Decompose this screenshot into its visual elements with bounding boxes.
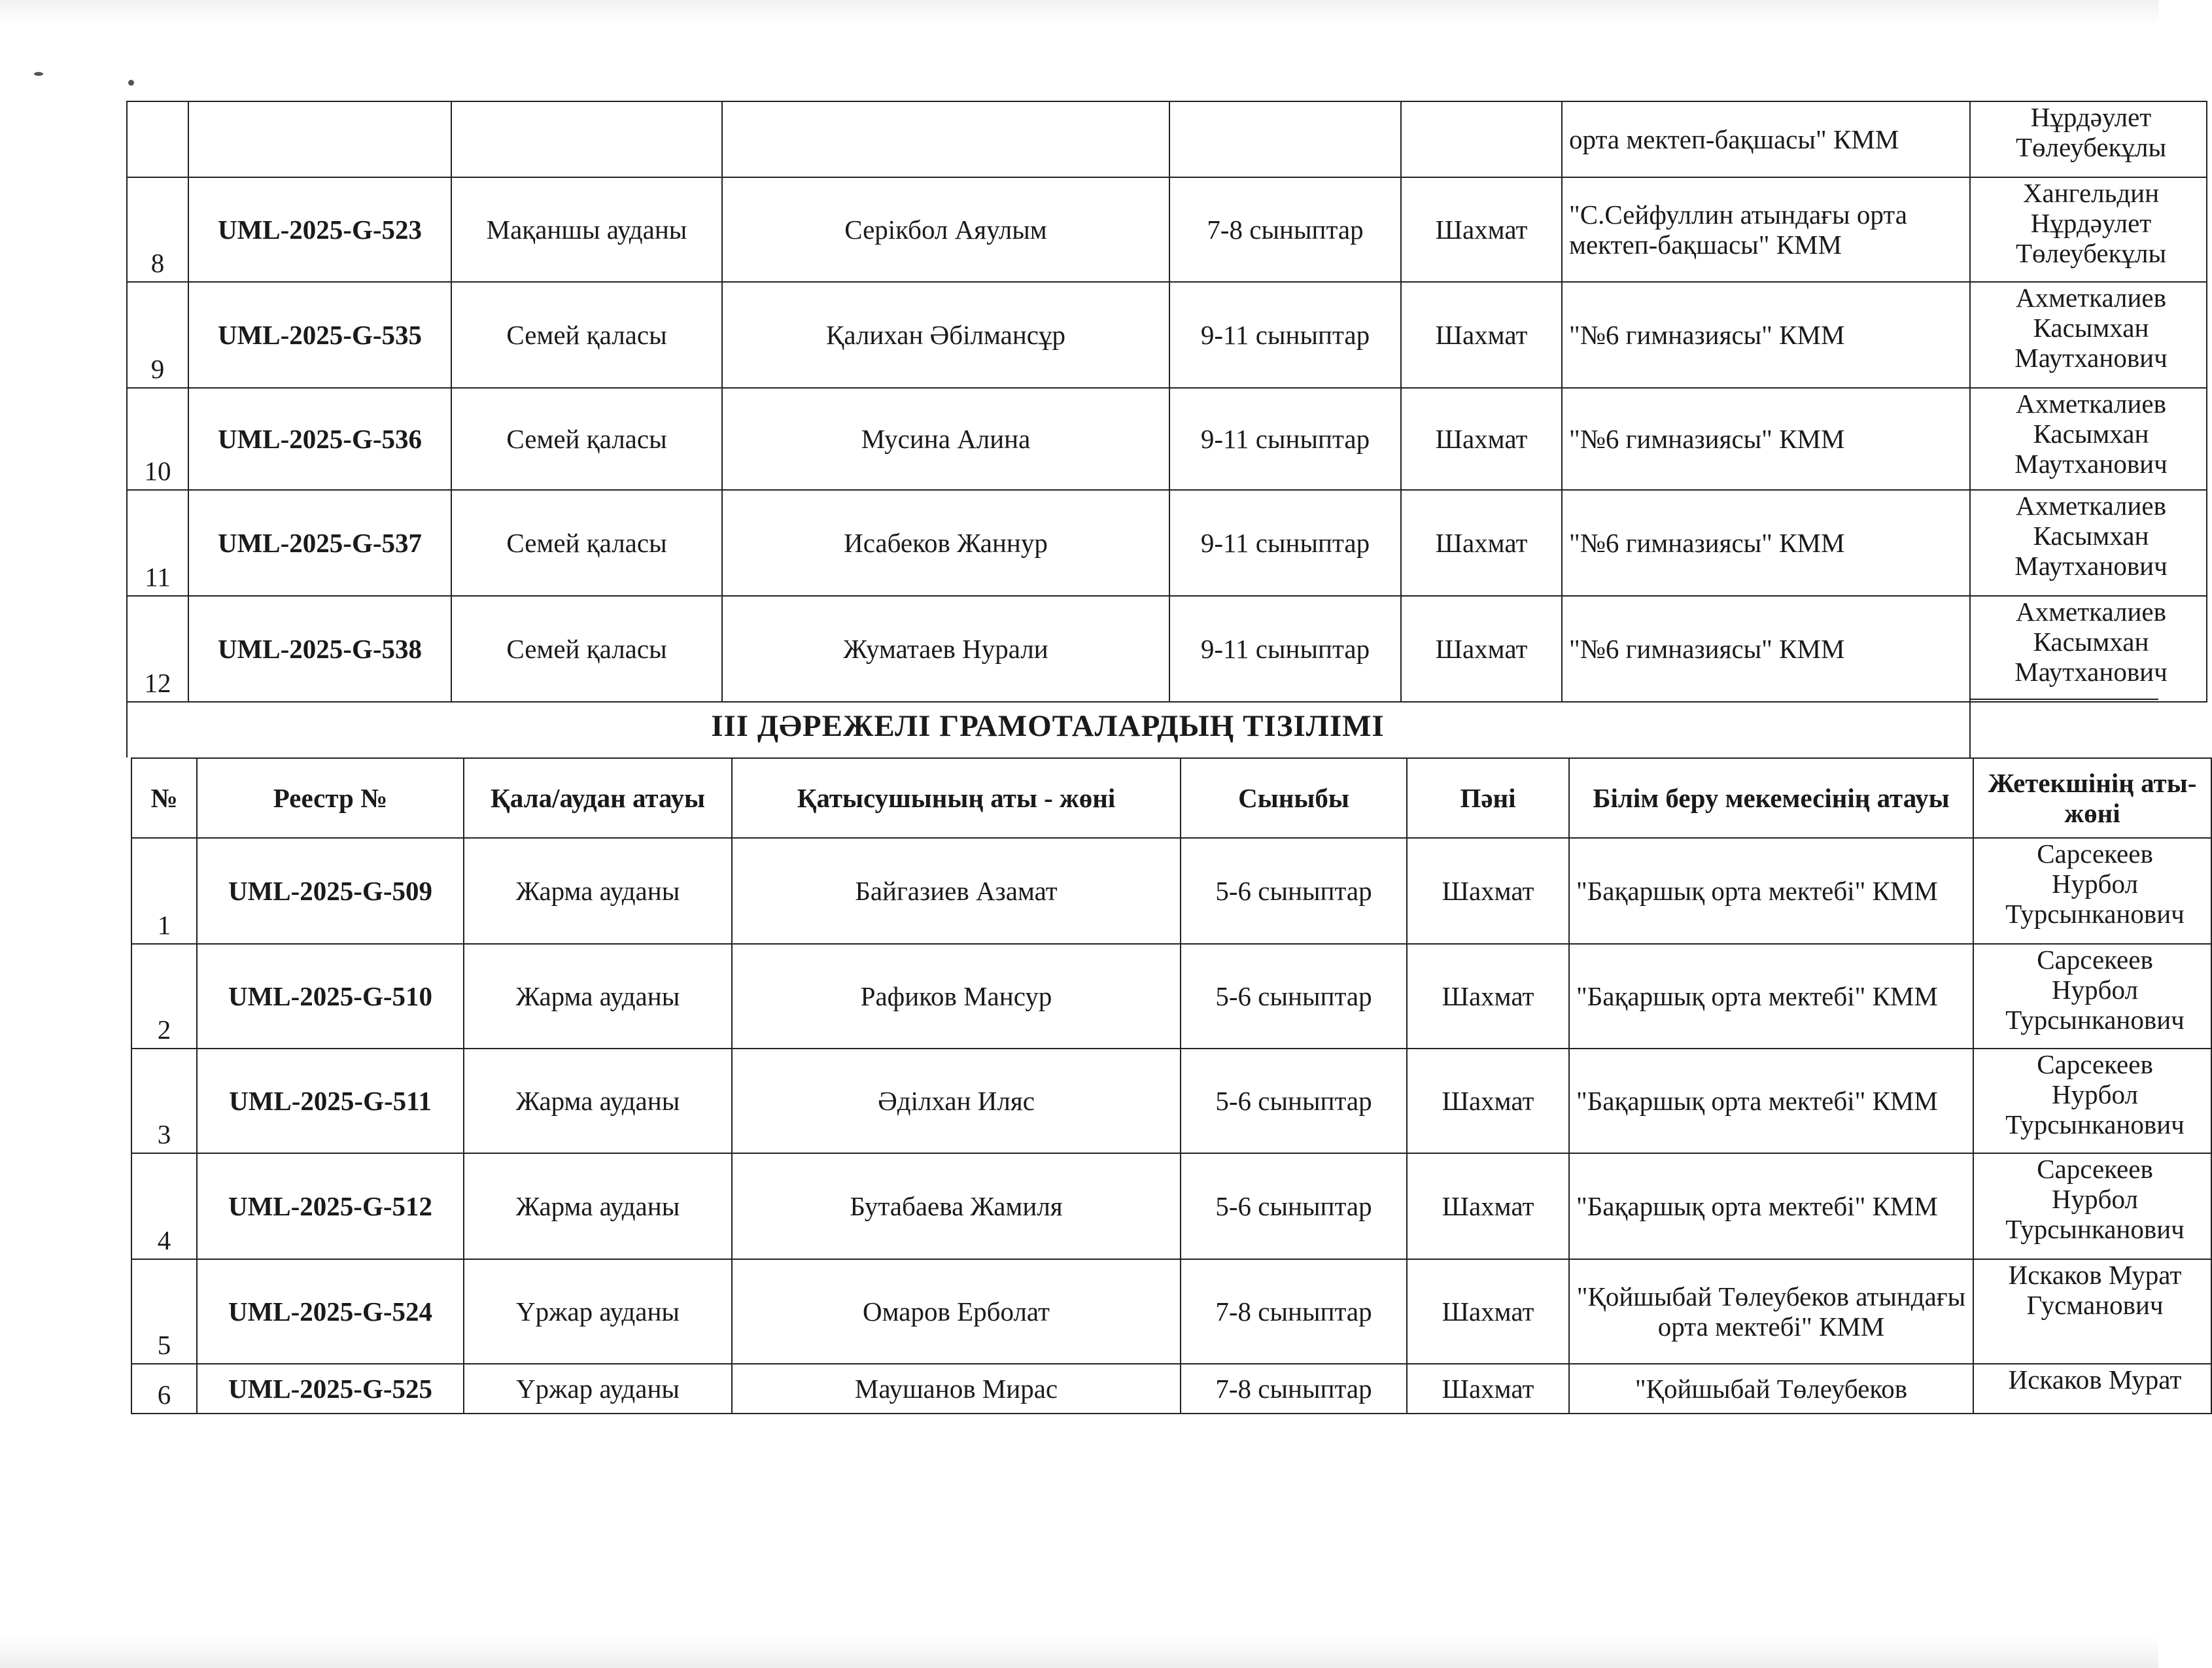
institution-name: "№6 гимназиясы" КММ [1562, 490, 1970, 596]
table-row [131, 838, 2211, 944]
table-row [127, 596, 2207, 702]
leader-name-line: Турсынканович [2005, 899, 2185, 929]
registry-number: UML-2025-G-537 [188, 490, 451, 596]
table-row [131, 1153, 2211, 1259]
row-number: 12 [127, 596, 188, 702]
row-number: 2 [131, 944, 197, 1049]
registry-number: UML-2025-G-511 [197, 1049, 464, 1153]
leader-name-line: Маутханович [2014, 551, 2168, 581]
grade-level: 9-11 сыныптар [1169, 596, 1401, 702]
table-row [127, 177, 2207, 282]
leader-name-line: Ахметкалиев [2016, 491, 2166, 521]
leader-name-line: Касымхан [2033, 521, 2149, 551]
leader-name-line: Турсынканович [2005, 1005, 2185, 1035]
leader-name-line: Гусманович [2026, 1290, 2164, 1320]
table-row [131, 1049, 2211, 1153]
institution-name: "№6 гимназиясы" КММ [1562, 596, 1970, 702]
header-subject: Пәні [1407, 758, 1569, 838]
leader-name [1970, 596, 2207, 702]
leader-name-line: Турсынканович [2005, 1214, 2185, 1244]
leader-name-line: Маутханович [2014, 449, 2168, 479]
row-number: 11 [127, 490, 188, 596]
registry-number: UML-2025-G-509 [197, 838, 464, 944]
registry-number: UML-2025-G-512 [197, 1153, 464, 1259]
leader-name-line: Искаков Мурат [2008, 1364, 2182, 1395]
header-participant: Қатысушының аты - жөні [732, 758, 1181, 838]
grade-level: 9-11 сыныптар [1169, 282, 1401, 388]
registry-number: UML-2025-G-523 [188, 177, 451, 282]
participant-name: Әділхан Иляс [732, 1049, 1181, 1153]
leader-name-line: Ахметкалиев [2016, 597, 2166, 627]
leader-name [1973, 1259, 2211, 1364]
subject-name: Шахмат [1401, 177, 1562, 282]
grade-level: 9-11 сыныптар [1169, 490, 1401, 596]
district-name: Мақаншы ауданы [451, 177, 722, 282]
scan-speck [128, 80, 134, 86]
header-grade: Сыныбы [1181, 758, 1407, 838]
institution-name: "№6 гимназиясы" КММ [1562, 282, 1970, 388]
header-leader: Жетекшінің аты-жөні [1973, 758, 2211, 838]
leader-name [1970, 177, 2207, 282]
leader-name-line: Төлеубекұлы [2015, 238, 2167, 268]
institution-name: "Бақаршық орта мектебі" КММ [1569, 1153, 1973, 1259]
institution-name: "№6 гимназиясы" КММ [1562, 388, 1970, 490]
grade-level: 7-8 сыныптар [1181, 1364, 1407, 1414]
leader-name [1973, 838, 2211, 944]
table-row [127, 490, 2207, 596]
leader-name-line: Маутханович [2014, 657, 2168, 687]
leader-name-line: Ахметкалиев [2016, 283, 2166, 313]
participant-name: Рафиков Мансур [732, 944, 1181, 1049]
row-number: 6 [131, 1364, 197, 1414]
header-registry: Реестр № [197, 758, 464, 838]
table-row [127, 101, 2207, 177]
district-name: Жарма ауданы [464, 944, 732, 1049]
table-row [131, 1259, 2211, 1364]
institution-name: "Бақаршық орта мектебі" КММ [1569, 838, 1973, 944]
participant-name: Серікбол Аяулым [722, 177, 1169, 282]
leader-name-line: Нурбол [2052, 869, 2138, 899]
leader-name-line: Сарсекеев [2037, 945, 2153, 975]
grade-level: 5-6 сыныптар [1181, 1049, 1407, 1153]
district-name: Үржар ауданы [464, 1364, 732, 1414]
subject-name: Шахмат [1407, 944, 1569, 1049]
row-number: 10 [127, 388, 188, 490]
section-border-top [1969, 699, 2158, 700]
participant-name: Жуматаев Нурали [722, 596, 1169, 702]
leader-name [1970, 490, 2207, 596]
participant-name: Исабеков Жаннур [722, 490, 1169, 596]
leader-name [1973, 1364, 2211, 1414]
header-row [131, 758, 2211, 838]
district-name: Семей қаласы [451, 490, 722, 596]
participant-name: Қалихан Әбілмансұр [722, 282, 1169, 388]
district-name [451, 101, 722, 177]
subject-name: Шахмат [1401, 388, 1562, 490]
header-num: № [131, 758, 197, 838]
grade-level: 5-6 сыныптар [1181, 944, 1407, 1049]
row-number: 9 [127, 282, 188, 388]
leader-name [1973, 1153, 2211, 1259]
district-name: Семей қаласы [451, 388, 722, 490]
registry-number: UML-2025-G-524 [197, 1259, 464, 1364]
leader-name-line: Турсынканович [2005, 1109, 2185, 1139]
table-row [131, 944, 2211, 1049]
subject-name: Шахмат [1401, 596, 1562, 702]
table-body [131, 838, 2211, 1414]
institution-name: орта мектеп-бақшасы" КММ [1562, 101, 1970, 177]
registry-number [188, 101, 451, 177]
subject-name: Шахмат [1407, 1364, 1569, 1414]
table-body [127, 101, 2207, 702]
registry-table-third-degree [131, 757, 2212, 1414]
subject-name: Шахмат [1407, 838, 1569, 944]
district-name: Үржар ауданы [464, 1259, 732, 1364]
section-title: III ДӘРЕЖЕЛІ ГРАМОТАЛАРДЫҢ ТІЗІЛІМІ [711, 709, 1385, 743]
institution-name: "Бақаршық орта мектебі" КММ [1569, 944, 1973, 1049]
leader-name [1973, 1049, 2211, 1153]
leader-name-line: Касымхан [2033, 313, 2149, 343]
registry-number: UML-2025-G-525 [197, 1364, 464, 1414]
registry-number: UML-2025-G-538 [188, 596, 451, 702]
district-name: Семей қаласы [451, 282, 722, 388]
grade-level: 9-11 сыныптар [1169, 388, 1401, 490]
leader-name-line: Касымхан [2033, 627, 2149, 657]
district-name: Семей қаласы [451, 596, 722, 702]
participant-name: Омаров Ерболат [732, 1259, 1181, 1364]
grade-level: 7-8 сыныптар [1169, 177, 1401, 282]
grade-level [1169, 101, 1401, 177]
leader-name-line: Сарсекеев [2037, 1049, 2153, 1079]
leader-name-line: Нурбол [2052, 1184, 2138, 1214]
leader-name-line: Нұрдәулет [2030, 102, 2152, 132]
scan-top-shadow [0, 0, 2158, 25]
participant-name [722, 101, 1169, 177]
leader-name [1973, 944, 2211, 1049]
institution-name: "Бақаршық орта мектебі" КММ [1569, 1049, 1973, 1153]
grade-level: 5-6 сыныптар [1181, 838, 1407, 944]
subject-name: Шахмат [1407, 1259, 1569, 1364]
scan-speck [34, 72, 43, 76]
leader-name-line: Ахметкалиев [2016, 389, 2166, 419]
district-name: Жарма ауданы [464, 1049, 732, 1153]
row-number: 1 [131, 838, 197, 944]
leader-name-line: Сарсекеев [2037, 1154, 2153, 1184]
participant-name: Мусина Алина [722, 388, 1169, 490]
participant-name: Байгазиев Азамат [732, 838, 1181, 944]
registry-number: UML-2025-G-536 [188, 388, 451, 490]
leader-name-line: Төлеубекұлы [2015, 132, 2167, 162]
header-district: Қала/аудан атауы [464, 758, 732, 838]
district-name: Жарма ауданы [464, 838, 732, 944]
subject-name: Шахмат [1407, 1153, 1569, 1259]
row-number: 4 [131, 1153, 197, 1259]
leader-name-line: Искаков Мурат [2008, 1260, 2182, 1290]
leader-name [1970, 282, 2207, 388]
leader-name-line: Сарсекеев [2037, 839, 2153, 869]
leader-name-line: Нурбол [2052, 1079, 2138, 1109]
institution-name: "С.Сейфуллин атындағы орта мектеп-бақшасы" КММ [1562, 177, 1970, 282]
table-row [127, 282, 2207, 388]
row-number: 8 [127, 177, 188, 282]
table-row [127, 388, 2207, 490]
section-border-right [1969, 699, 1971, 757]
district-name: Жарма ауданы [464, 1153, 732, 1259]
grade-level: 5-6 сыныптар [1181, 1153, 1407, 1259]
header-institution: Білім беру мекемесінің атауы [1569, 758, 1973, 838]
subject-name [1401, 101, 1562, 177]
participant-name: Маушанов Мирас [732, 1364, 1181, 1414]
row-number: 3 [131, 1049, 197, 1153]
grade-level: 7-8 сыныптар [1181, 1259, 1407, 1364]
row-number [127, 101, 188, 177]
registry-number: UML-2025-G-535 [188, 282, 451, 388]
subject-name: Шахмат [1407, 1049, 1569, 1153]
leader-name-line: Хангельдин [2022, 178, 2160, 208]
leader-name-line: Касымхан [2033, 419, 2149, 449]
subject-name: Шахмат [1401, 490, 1562, 596]
institution-name: "Қойшыбай Төлеубеков атындағы орта мектебі" КММ [1569, 1259, 1973, 1364]
subject-name: Шахмат [1401, 282, 1562, 388]
row-number: 5 [131, 1259, 197, 1364]
scan-bottom-shadow [0, 1635, 2158, 1668]
participant-name: Бутабаева Жамиля [732, 1153, 1181, 1259]
leader-name-line: Нұрдәулет [2030, 208, 2152, 238]
registry-number: UML-2025-G-510 [197, 944, 464, 1049]
leader-name [1970, 388, 2207, 490]
table-row [131, 1364, 2211, 1414]
institution-name: "Қойшыбай Төлеубеков [1569, 1364, 1973, 1414]
leader-name [1970, 101, 2207, 177]
registry-table-continued [126, 101, 2207, 703]
leader-name-line: Нурбол [2052, 975, 2138, 1005]
leader-name-line: Маутханович [2014, 343, 2168, 373]
